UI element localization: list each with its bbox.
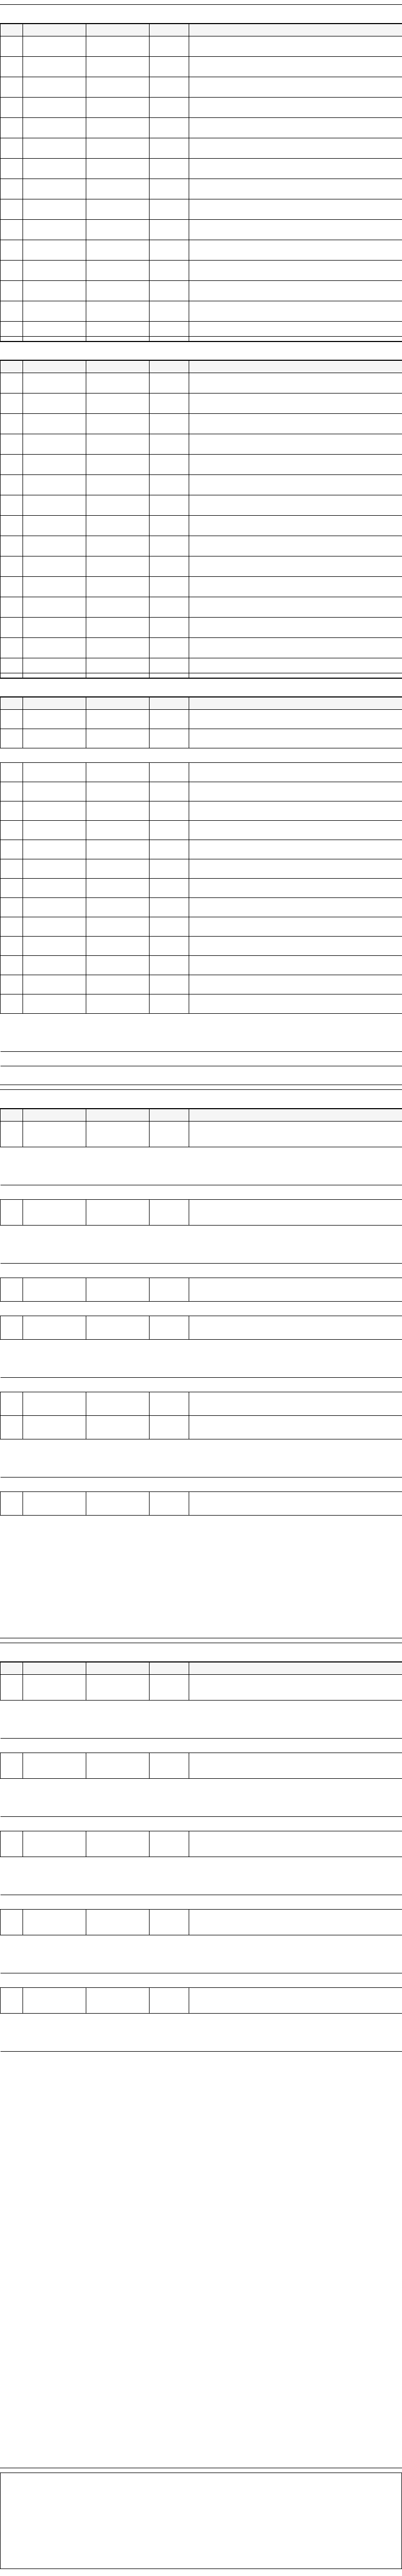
table-row: [1, 394, 402, 414]
table-row: [1, 710, 402, 729]
column-header-name: [150, 1109, 189, 1122]
order-table: [0, 1109, 402, 1516]
table-row: [1, 373, 402, 394]
column-header-content: [189, 1109, 402, 1122]
table-row: [1, 98, 402, 118]
signature-block: [1, 1340, 402, 1378]
signature-block: [1, 1226, 402, 1264]
order-table: [0, 360, 402, 679]
table-header-row: [1, 1662, 402, 1675]
section-note: [1, 1302, 402, 1316]
column-header-department: [23, 697, 86, 710]
table-row: [1, 1492, 402, 1516]
table-row: [1, 1988, 402, 2014]
column-header-department: [23, 24, 86, 36]
order-sheet-1: [0, 4, 402, 337]
section-note: [1, 1052, 402, 1066]
section-note: [1, 1264, 402, 1278]
column-header-content: [189, 697, 402, 710]
table-row: [1, 975, 402, 994]
table-row: [1, 1910, 402, 1935]
column-header-grade: [86, 1109, 150, 1122]
column-header-grade: [86, 1662, 150, 1675]
signature-block: [1, 1935, 402, 1973]
table-row: [1, 937, 402, 956]
table-row: [1, 879, 402, 898]
column-header-content: [189, 361, 402, 373]
table-row: [1, 36, 402, 57]
table-row: [1, 956, 402, 975]
table-row: [1, 898, 402, 917]
order-table: [0, 697, 402, 1066]
table-row: [1, 556, 402, 577]
table-row: [1, 414, 402, 434]
table-row: [1, 1278, 402, 1302]
table-row: [1, 597, 402, 618]
table-row: [1, 1675, 402, 1701]
table-row: [1, 821, 402, 840]
table-row: [1, 1831, 402, 1857]
table-row: [1, 658, 402, 679]
order-table: [0, 24, 402, 342]
signature-block: [1, 2014, 402, 2052]
column-header-grade: [86, 361, 150, 373]
signature-block: [1, 1014, 402, 1052]
sheet-title: [0, 5, 402, 24]
sheet-title: [0, 342, 402, 360]
column-header-department: [23, 1662, 86, 1675]
column-header-content: [189, 24, 402, 36]
section-note: [1, 1895, 402, 1910]
table-row: [1, 434, 402, 455]
table-row: [1, 1200, 402, 1226]
column-header-department: [23, 361, 86, 373]
table-header-row: [1, 24, 402, 36]
sheet-title: [0, 678, 402, 697]
table-header-row: [1, 697, 402, 710]
table-header-row: [1, 361, 402, 373]
signature-block: [1, 1147, 402, 1185]
sheet-title: [0, 1643, 402, 1662]
table-row: [1, 536, 402, 556]
table-row: [1, 638, 402, 658]
table-row: [1, 618, 402, 638]
order-sheet-2: [0, 341, 402, 673]
section-note: [1, 1817, 402, 1831]
order-sheet-5: [0, 1643, 402, 2468]
table-row: [1, 495, 402, 516]
column-header-no: [1, 1662, 23, 1675]
table-row: [1, 138, 402, 159]
table-row: [1, 1753, 402, 1779]
column-header-name: [150, 361, 189, 373]
section-note: [1, 1973, 402, 1988]
signature-block: [1, 1701, 402, 1739]
table-row: [1, 475, 402, 495]
table-row: [1, 801, 402, 821]
table-row: [1, 729, 402, 748]
table-row: [1, 199, 402, 220]
column-header-no: [1, 24, 23, 36]
table-row: [1, 994, 402, 1014]
table-row: [1, 859, 402, 879]
table-row: [1, 1316, 402, 1340]
table-row: [1, 1416, 402, 1439]
signature-block: [1, 1857, 402, 1895]
column-header-content: [189, 1662, 402, 1675]
table-row: [1, 1392, 402, 1416]
order-table: [0, 1662, 402, 2052]
column-header-no: [1, 361, 23, 373]
column-header-no: [1, 1109, 23, 1122]
table-row: [1, 917, 402, 937]
column-header-grade: [86, 697, 150, 710]
order-sheet-3: [0, 678, 402, 1085]
table-row: [1, 322, 402, 342]
table-row: [1, 77, 402, 98]
table-row: [1, 118, 402, 138]
signature-block: [1, 1439, 402, 1478]
table-row: [1, 179, 402, 199]
table-row: [1, 240, 402, 261]
table-row: [1, 220, 402, 240]
column-header-name: [150, 24, 189, 36]
signature-block: [1, 1779, 402, 1817]
table-row: [1, 159, 402, 179]
footer-notice: [0, 2473, 402, 2569]
table-row: [1, 455, 402, 475]
column-header-no: [1, 697, 23, 710]
table-row: [1, 57, 402, 77]
column-header-name: [150, 1662, 189, 1675]
column-header-grade: [86, 24, 150, 36]
section-note: [1, 748, 402, 763]
column-header-name: [150, 697, 189, 710]
table-row: [1, 281, 402, 301]
table-row: [1, 516, 402, 536]
section-note: [1, 1185, 402, 1200]
table-row: [1, 261, 402, 281]
table-row: [1, 763, 402, 782]
section-note: [1, 1739, 402, 1753]
table-row: [1, 782, 402, 801]
sheet-title: [0, 1090, 402, 1109]
table-row: [1, 1122, 402, 1147]
table-row: [1, 840, 402, 859]
order-sheet-4: [0, 1089, 402, 1638]
table-row: [1, 301, 402, 322]
column-header-department: [23, 1109, 86, 1122]
section-note: [1, 1478, 402, 1492]
table-row: [1, 577, 402, 597]
section-note: [1, 1378, 402, 1392]
table-header-row: [1, 1109, 402, 1122]
